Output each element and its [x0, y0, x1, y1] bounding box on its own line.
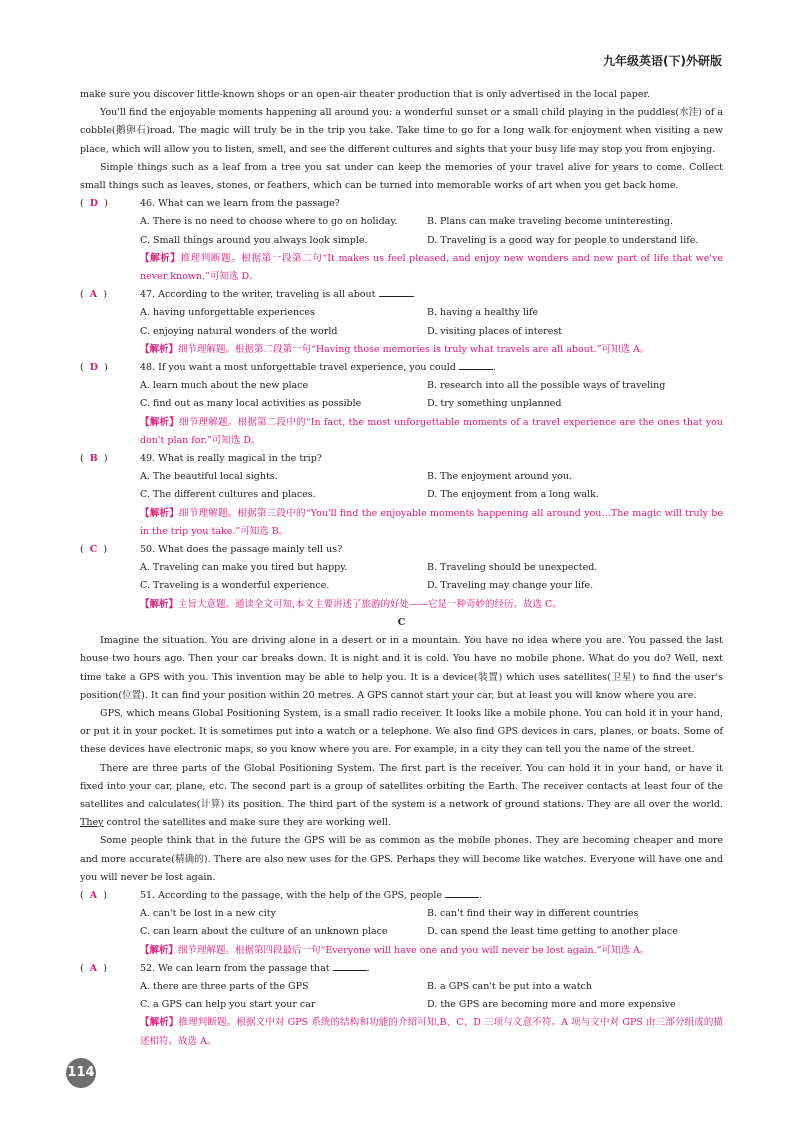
- question-stem: 51. According to the passage, with the help of the GPS, people .: [140, 889, 483, 901]
- options: [140, 559, 723, 595]
- option: A. can't be lost in a new city: [140, 908, 276, 920]
- explanation: 【解析】主旨大意题。通读全文可知,本文主要讲述了旅游的好处——它是一种奇妙的经历。故选 C。: [140, 598, 562, 610]
- option: D. the GPS are becoming more and more expensive: [427, 999, 676, 1011]
- option: B. Plans can make traveling become uninteresting.: [427, 216, 673, 228]
- passage-c-paragraph: Imagine the situation. You are driving alone in a desert or in a mountain. You have no idea where you are. You passed the last house two hours ago. Then your car breaks down. It is night and it is cold. You have no mobile phone. What do you do? Well, next time take a GPS with you. This invention may be able to help you. It is a device(装置) which uses satellites(卫星) to find the user's position(位置). It can find your position within 20 metres. A GPS cannot start your car, but at least you will know where you are.: [80, 635, 723, 701]
- answer: C: [89, 544, 98, 556]
- page-content: [80, 86, 723, 1051]
- question-stem: 52. We can learn from the passage that .: [140, 962, 370, 974]
- explanation: 【解析】细节理解题。根据第四段最后一句“Everyone will have one and you will never be lost again.”可知选 A。: [140, 944, 650, 956]
- answer-bracket: ( A ): [80, 962, 107, 974]
- option: C. can learn about the culture of an unknown place: [140, 926, 388, 938]
- options: [140, 978, 723, 1014]
- answer-bracket: ( C ): [80, 544, 108, 556]
- question-stem: 49. What is really magical in the trip?: [140, 453, 322, 465]
- explanation: 【解析】推理判断题。根据文中对 GPS 系统的结构和功能的介绍可知,B、C、D 三项与文意不符。A 项与文中对 GPS 由三部分组成的描述相符。故选 A。: [140, 1017, 723, 1047]
- question-48: [80, 359, 723, 377]
- explanation: 【解析】细节理解题。根据第二段中的“In fact, the most unforgettable moments of a travel experience are the ones that you don't plan for.”可知选 D。: [140, 416, 723, 446]
- option: D. try something unplanned: [427, 398, 562, 410]
- option: B. a GPS can't be put into a watch: [427, 980, 592, 992]
- option: D. Traveling is a good way for people to understand life.: [427, 234, 699, 246]
- option: B. research into all the possible ways of traveling: [427, 380, 666, 392]
- question-52: [80, 960, 723, 978]
- question-47: [80, 286, 723, 304]
- answer-bracket: ( B ): [80, 453, 108, 465]
- answer: D: [89, 198, 99, 210]
- answer-blank: [459, 360, 493, 370]
- option: C. Traveling is a wonderful experience.: [140, 580, 330, 592]
- options: [140, 468, 723, 504]
- answer: D: [89, 362, 99, 374]
- option: A. there are three parts of the GPS: [140, 980, 309, 992]
- answer-bracket: ( A ): [80, 289, 107, 301]
- answer-blank: [445, 888, 479, 898]
- passage-b-paragraph: You'll find the enjoyable moments happening all around you: a wonderful sunset or a small child playing in the puddles(水洼) of a cobble(鹅卵石)road. The magic will truly be in the trip you take. Take time to go for a long walk for enjoyment when visiting a new place, which will allow you to listen, smell, and see the different cultures and sights that your busy life may stop you from enjoying.: [80, 107, 723, 155]
- option: C. a GPS can help you start your car: [140, 999, 316, 1011]
- passage-b-paragraph: Simple things such as a leaf from a tree you sat under can keep the memories of your travel alive for years to come. Collect small things such as leaves, stones, or feathers, which can be turned into memorable works of art when you get back home.: [80, 161, 723, 192]
- option: A. There is no need to choose where to go on holiday.: [140, 216, 398, 228]
- option: A. learn much about the new place: [140, 380, 309, 392]
- book-title: 九年级英语(下)外研版: [603, 54, 722, 68]
- passage-c-paragraph: There are three parts of the Global Positioning System. The first part is the receiver. You can hold it in your hand, or have it fixed into your car, plane, etc. The second part is a group of satellites orbiting the Earth. The receiver contacts at least four of the satellites and calculates(计算) its position. The third part of the system is a network of ground stations. They are all over the world. They control the satellites and make sure they are working well.: [80, 762, 723, 829]
- option: C. find out as many local activities as possible: [140, 398, 362, 410]
- option: C. enjoying natural wonders of the world: [140, 325, 338, 337]
- explanation: 【解析】细节理解题。根据第二段第一句“Having those memories is truly what travels are all about.”可知选 A。: [140, 343, 650, 355]
- answer: A: [89, 289, 98, 301]
- option: D. can spend the least time getting to another place: [427, 926, 678, 938]
- option: A. Traveling can make you tired but happy.: [140, 562, 348, 574]
- question-stem: 46. What can we learn from the passage?: [140, 198, 340, 210]
- explanation: 【解析】细节理解题。根据第三段中的“You'll find the enjoyable moments happening all around you…The magic will truly be in the trip you take.”可知选 B。: [140, 507, 723, 537]
- question-stem: 48. If you want a most unforgettable travel experience, you could .: [140, 362, 496, 374]
- answer: B: [89, 453, 98, 465]
- page-number-badge: 114: [66, 1058, 96, 1088]
- answer-bracket: ( D ): [80, 362, 108, 374]
- answer-blank: [333, 961, 367, 971]
- passage-c-paragraph: GPS, which means Global Positioning System, is a small radio receiver. It looks like a mobile phone. You can hold it in your hand, or put it in your pocket. It is sometimes put into a watch or a telephone. We also find GPS devices in cars, planes, or boats. Some of these devices have electronic maps, so you know where you are. For example, in a city they can tell you the name of the street.: [80, 707, 723, 756]
- explanation: 【解析】推理判断题。根据第一段第二句“It makes us feel pleased, and enjoy new wonders and new part of life that we've never known.”可知选 D。: [140, 252, 723, 283]
- section-title: C: [397, 616, 406, 628]
- option: B. can't find their way in different countries: [427, 908, 639, 920]
- answer: A: [89, 962, 98, 974]
- option: D. The enjoyment from a long walk.: [427, 489, 599, 501]
- option: D. Traveling may change your life.: [427, 580, 594, 592]
- question-50: [80, 541, 723, 559]
- answer-blank: [379, 287, 413, 297]
- option: A. The beautiful local sights.: [140, 471, 278, 483]
- passage-b-continued: make sure you discover little-known shops or an open-air theater production that is only advertised in the local paper.: [80, 89, 650, 100]
- question-49: [80, 450, 723, 468]
- options: [140, 905, 723, 941]
- options: [140, 213, 723, 249]
- option: B. Traveling should be unexpected.: [427, 562, 598, 574]
- answer-bracket: ( D ): [80, 198, 108, 210]
- option: C. Small things around you always look simple.: [140, 234, 368, 246]
- option: B. The enjoyment around you.: [427, 471, 572, 483]
- answer-bracket: ( A ): [80, 889, 107, 901]
- options: [140, 377, 723, 413]
- passage-c-paragraph: Some people think that in the future the GPS will be as common as the mobile phones. They are becoming cheaper and more and more accurate(精确的). There are also new uses for the GPS. Perhaps they will become like watches. Everyone will have one and you will never be lost again.: [80, 835, 723, 883]
- underlined-word: They: [80, 817, 104, 829]
- option: B. having a healthy life: [427, 307, 539, 319]
- option: D. visiting places of interest: [427, 325, 563, 337]
- question-46: [80, 195, 723, 213]
- question-stem: 47. According to the writer, traveling is all about .: [140, 289, 416, 301]
- question-stem: 50. What does the passage mainly tell us?: [140, 544, 343, 556]
- option: C. The different cultures and places.: [140, 489, 316, 501]
- option: A. having unforgettable experiences: [140, 307, 315, 319]
- question-51: [80, 887, 723, 905]
- answer: A: [89, 889, 98, 901]
- options: [140, 304, 723, 340]
